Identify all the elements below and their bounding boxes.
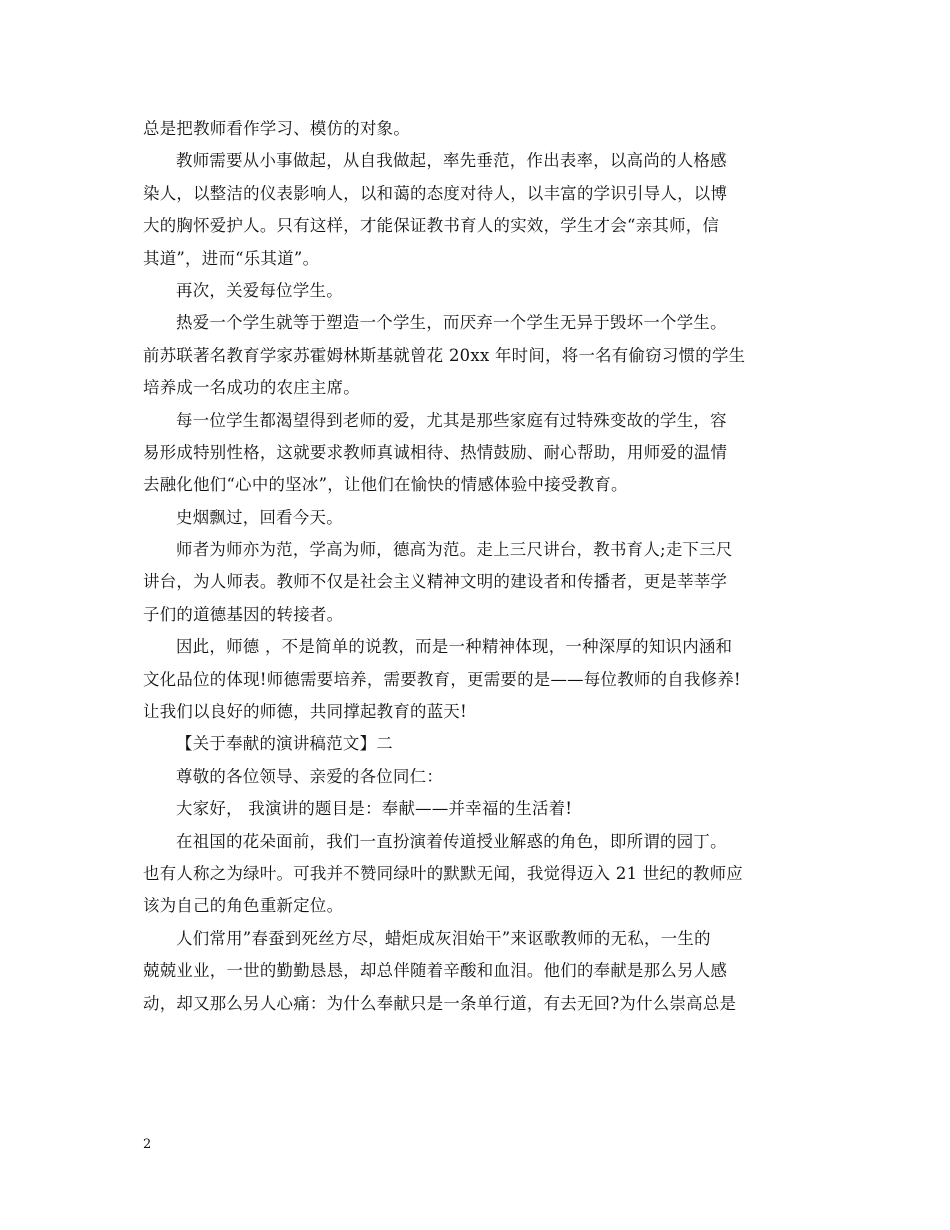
text-line: 让我们以良好的师德，共同撑起教育的蓝天!	[143, 702, 468, 722]
text-line: 人们常用”春蚕到死丝方尽，蜡炬成灰泪始干”来讴歌教师的无私，一生的	[176, 928, 711, 948]
text-line: 也有人称之为绿叶。可我并不赞同绿叶的默默无闻，我觉得迈入 21 世纪的教师应	[143, 863, 743, 883]
text-line: 子们的道德基因的转接者。	[143, 604, 344, 624]
document-body	[143, 113, 807, 1020]
text-line: 尊敬的各位领导、亲爱的各位同仁：	[176, 766, 444, 786]
text-line: 染人，以整洁的仪表影响人，以和蔼的态度对待人，以丰富的学识引导人，以博	[143, 183, 728, 203]
text-line: 培养成一名成功的农庄主席。	[143, 378, 360, 398]
text-line: 史烟飘过，回看今天。	[176, 507, 343, 527]
text-line: 师者为师亦为范，学高为师，德高为范。走上三尺讲台，教书育人;走下三尺	[176, 540, 733, 560]
text-line: 总是把教师看作学习、模仿的对象。	[143, 119, 411, 138]
page-number: 2	[143, 1137, 152, 1152]
text-line: 其道”，进而“乐其道”。	[143, 248, 320, 268]
text-line: 再次，关爱每位学生。	[176, 280, 343, 300]
text-line: 每一位学生都渴望得到老师的爱，尤其是那些家庭有过特殊变故的学生，容	[176, 410, 727, 430]
text-line: 去融化他们“心中的坚冰”，让他们在愉快的情感体验中接受教育。	[143, 475, 628, 495]
text-line: 大家好， 我演讲的题目是：奉献——并幸福的生活着!	[176, 799, 573, 819]
text-line: 在祖国的花朵面前，我们一直扮演着传道授业解惑的角色，即所谓的园丁。	[176, 831, 727, 851]
text-line: 大的胸怀爱护人。只有这样，才能保证教书育人的实效，学生才会“亲其师，信	[143, 216, 720, 236]
text-line: 易形成特别性格，这就要求教师真诚相待、热情鼓励、耐心帮助，用师爱的温情	[143, 442, 728, 462]
text-line: 文化品位的体现!师德需要培养，需要教育，更需要的是——每位教师的自我修养!	[143, 669, 741, 689]
text-line: 【关于奉献的演讲稿范文】二	[176, 734, 393, 754]
text-line: 该为自己的角色重新定位。	[143, 896, 344, 916]
text-line: 讲台，为人师表。教师不仅是社会主义精神文明的建设者和传播者，更是莘莘学	[143, 572, 728, 592]
text-line: 兢兢业业，一世的勤勤恳恳，却总伴随着辛酸和血泪。他们的奉献是那么另人感	[143, 961, 728, 981]
text-line: 热爱一个学生就等于塑造一个学生，而厌弃一个学生无异于毁坏一个学生。	[176, 313, 727, 333]
text-line: 教师需要从小事做起，从自我做起，率先垂范，作出表率，以高尚的人格感	[176, 151, 727, 171]
text-line: 前苏联著名教育学家苏霍姆林斯基就曾花 20xx 年时间，将一名有偷窃习惯的学生	[143, 345, 746, 365]
text-line: 动，却又那么另人心痛：为什么奉献只是一条单行道，有去无回?为什么崇高总是	[143, 993, 737, 1013]
text-line: 因此，师德 ，不是简单的说教，而是一种精神体现，一种深厚的知识内涵和	[176, 637, 733, 657]
